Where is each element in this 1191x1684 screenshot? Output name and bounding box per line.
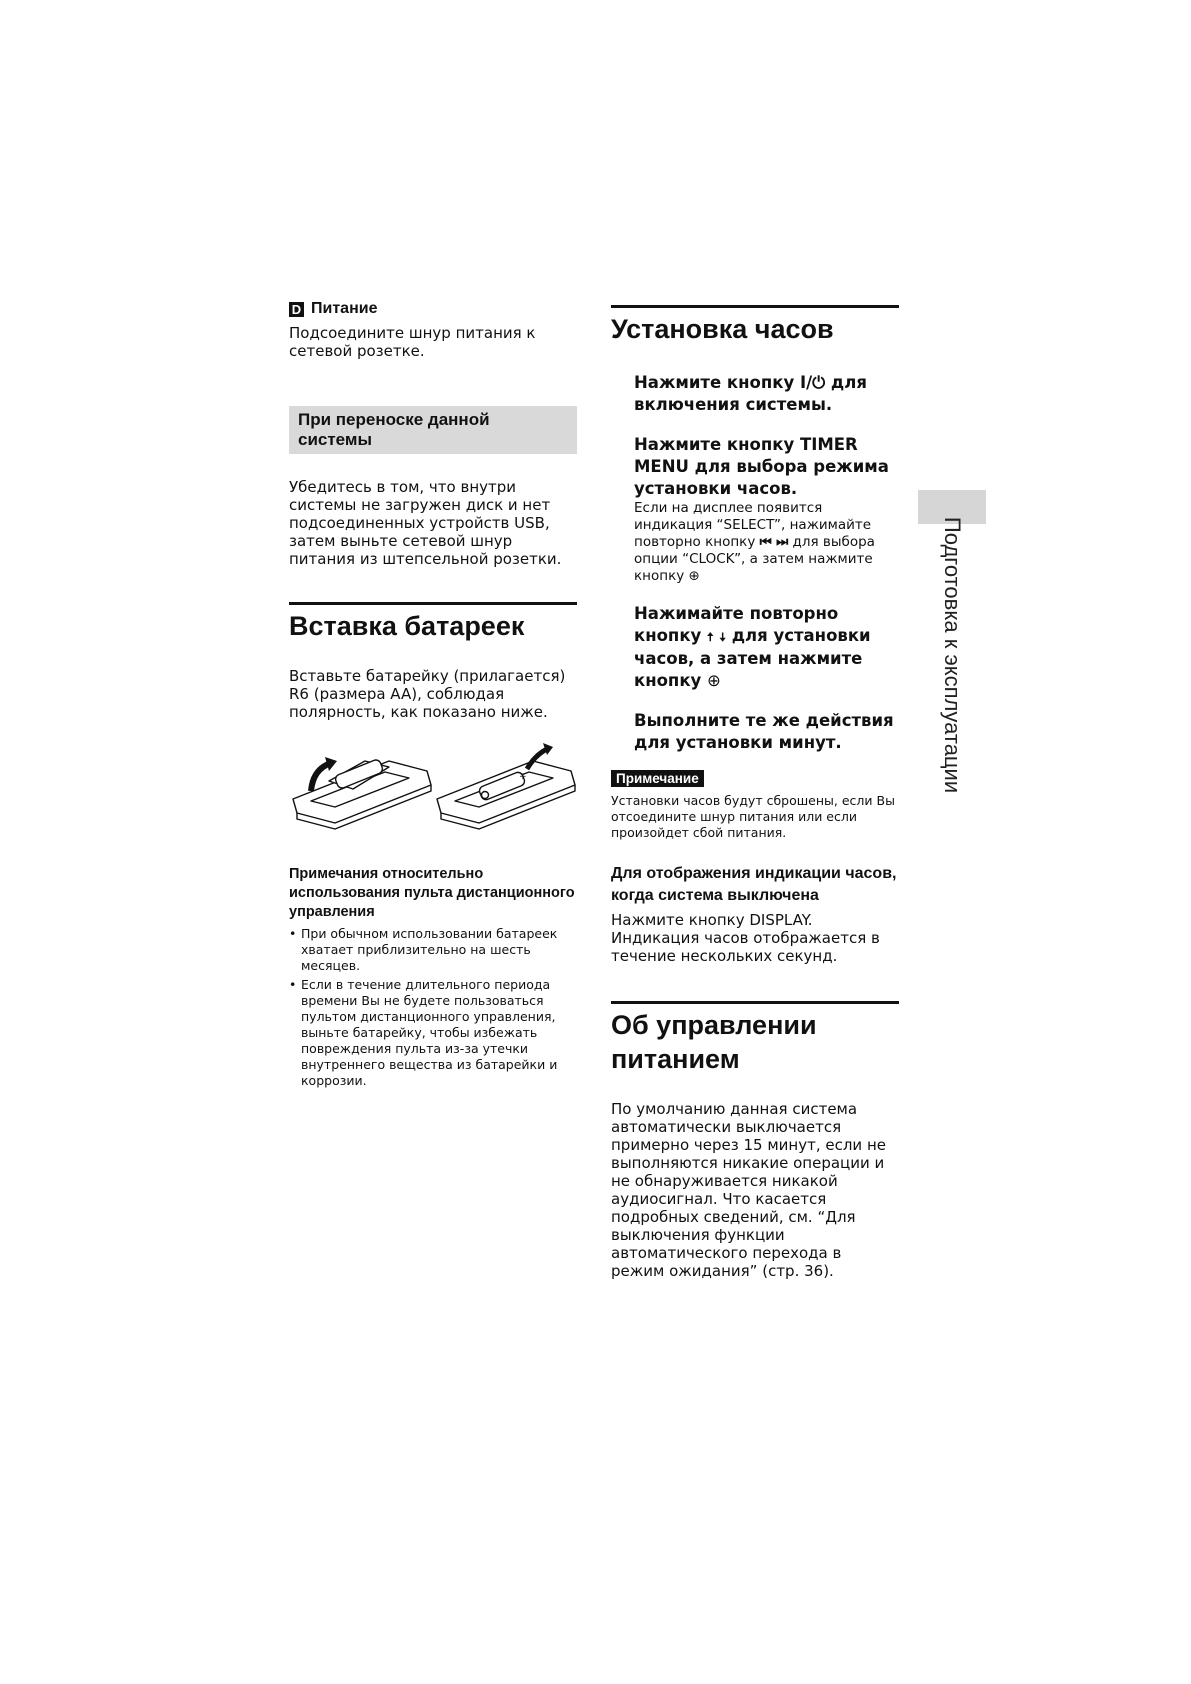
step-2-detail [634, 500, 899, 585]
step-1-pre: Нажмите кнопку [634, 373, 800, 392]
batteries-title: Вставка батареек [289, 602, 577, 643]
power-button-icon: I/⏻ [799, 373, 826, 392]
batteries-text: Вставьте батарейку (прилагается) R6 (размера AA), соблюдая полярность, как показано ниже. [289, 667, 566, 721]
step-3 [634, 603, 899, 692]
remote-notes-title: Примечания относительно использования пульта дистанционного управления [289, 866, 575, 920]
step-1 [634, 372, 899, 416]
power-heading [289, 300, 577, 318]
enter-icon: ⊕ [707, 671, 721, 690]
step-2-detail-a: Если на дисплее появится индикация “SELECT”, нажимайте повторно кнопку [634, 500, 872, 550]
up-arrow-icon: 🠅 [707, 630, 714, 644]
clock-title: Установка часов [611, 305, 899, 346]
list-item: • При обычном использовании батареек хватает приблизительно на шесть месяцев. [289, 926, 577, 974]
power-management-title: Об управлении питанием [611, 1001, 899, 1076]
svg-text:+: + [519, 772, 527, 782]
chapter-side-label: Подготовка к эксплуатации [940, 516, 965, 794]
down-arrow-icon: 🠇 [719, 630, 726, 644]
middle-column [611, 305, 899, 1280]
power-title: Питание [311, 300, 378, 317]
remote-notes-list [289, 926, 577, 1089]
list-item: • Если в течение длительного периода времени Вы не будете пользоваться пультом дистанционного управления, выньте батарейку, чтобы избежать повреждения пульта из-за утечки внутреннего вещества из батарейки и коррозии. [289, 977, 577, 1089]
next-icon: ⏭ [776, 534, 789, 550]
enter-icon: ⊕ [688, 568, 700, 584]
step-4: Выполните те же действия для установки минут. [634, 711, 894, 752]
display-text: Нажмите кнопку DISPLAY. Индикация часов отображается в течение нескольких секунд. [611, 911, 880, 965]
note-text: Установки часов будут сброшены, если Вы отсоедините шнур питания или если произойдет сбой питания. [611, 793, 895, 840]
section-badge: D [289, 302, 304, 317]
step-2-heading: Нажмите кнопку TIMER MENU для выбора режима установки часов. [634, 435, 889, 498]
moving-text: Убедитесь в том, что внутри системы не загружен диск и нет подсоединенных устройств USB, затем выньте сетевой шнур питания из штепсельной розетки. [289, 478, 562, 568]
step-1-post: для включения системы. [634, 373, 867, 414]
display-heading: Для отображения индикации часов, когда система выключена [611, 865, 897, 904]
step-3-mid: для установки часов, а затем нажмите кнопку [634, 626, 871, 690]
power-management-text: По умолчанию данная система автоматически выключается примерно через 15 минут, если не выполняются никакие операции и не обнаруживается никакой аудиосигнал. Что касается подробных сведений, см. “Для выключения функции автоматического перехода в режим ожидания” (стр. 36). [611, 1100, 886, 1280]
step-3-pre: Нажимайте повторно кнопку [634, 604, 839, 645]
battery-insertion-illustration [289, 739, 577, 839]
moving-heading: При переноске данной системы [289, 406, 577, 454]
step-2-detail-b: для выбора опции “CLOCK”, а затем нажмите кнопку [634, 534, 875, 584]
previous-icon: ⏮ [759, 534, 772, 550]
left-column [289, 300, 577, 1092]
note-label: Примечание [611, 770, 704, 787]
power-text: Подсоедините шнур питания к сетевой розетке. [289, 324, 536, 360]
